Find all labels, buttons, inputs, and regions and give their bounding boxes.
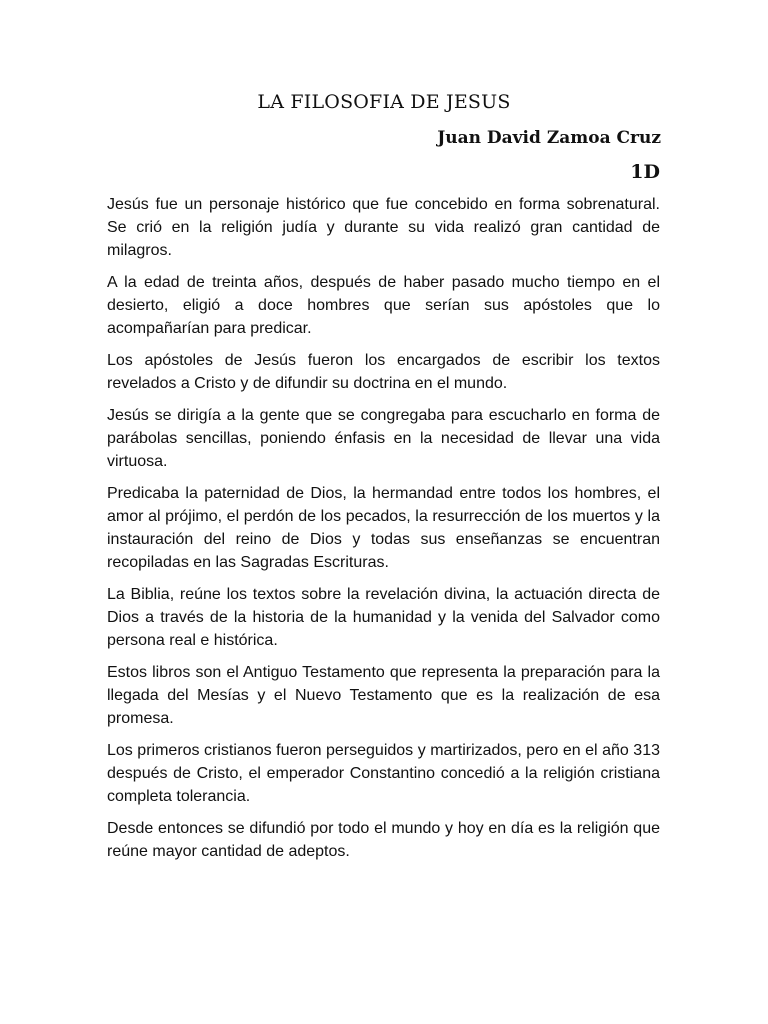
- paragraph: Los apóstoles de Jesús fueron los encargados de escribir los textos revelados a Cristo y de difundir su doctrina en el mundo.: [107, 352, 660, 392]
- paragraph: Jesús se dirigía a la gente que se congregaba para escucharlo en forma de parábolas sencillas, poniendo énfasis en la necesidad de llevar una vida virtuosa.: [107, 407, 660, 470]
- paragraph: Jesús fue un personaje histórico que fue concebido en forma sobrenatural. Se crió en la religión judía y durante su vida realizó gran cantidad de milagros.: [107, 196, 660, 259]
- paragraph: La Biblia, reúne los textos sobre la revelación divina, la actuación directa de Dios a través de la historia de la humanidad y la venida del Salvador como persona real e histórica.: [107, 586, 660, 649]
- paragraph: A la edad de treinta años, después de haber pasado mucho tiempo en el desierto, eligió a doce hombres que serían sus apóstoles que lo acompañarían para predicar.: [107, 274, 660, 337]
- author-name: Juan David Zamoa Cruz: [437, 128, 661, 148]
- paragraph: Los primeros cristianos fueron perseguidos y martirizados, pero en el año 313 después de Cristo, el emperador Constantino concedió a la religión cristiana completa tolerancia.: [107, 742, 660, 805]
- paragraph: Predicaba la paternidad de Dios, la hermandad entre todos los hombres, el amor al prójimo, el perdón de los pecados, la resurrección de los muertos y la instauración del reino de Dios y todas sus enseñanzas se encuentran recopiladas en las Sagradas Escrituras.: [107, 485, 660, 571]
- document-title: LA FILOSOFIA DE JESUS: [257, 91, 511, 113]
- paragraph: Estos libros son el Antiguo Testamento que representa la preparación para la llegada del Mesías y el Nuevo Testamento que es la realización de esa promesa.: [107, 664, 660, 727]
- group-label: 1D: [630, 161, 660, 183]
- paragraph: Desde entonces se difundió por todo el mundo y hoy en día es la religión que reúne mayor cantidad de adeptos.: [107, 820, 660, 860]
- document-body: [107, 193, 660, 872]
